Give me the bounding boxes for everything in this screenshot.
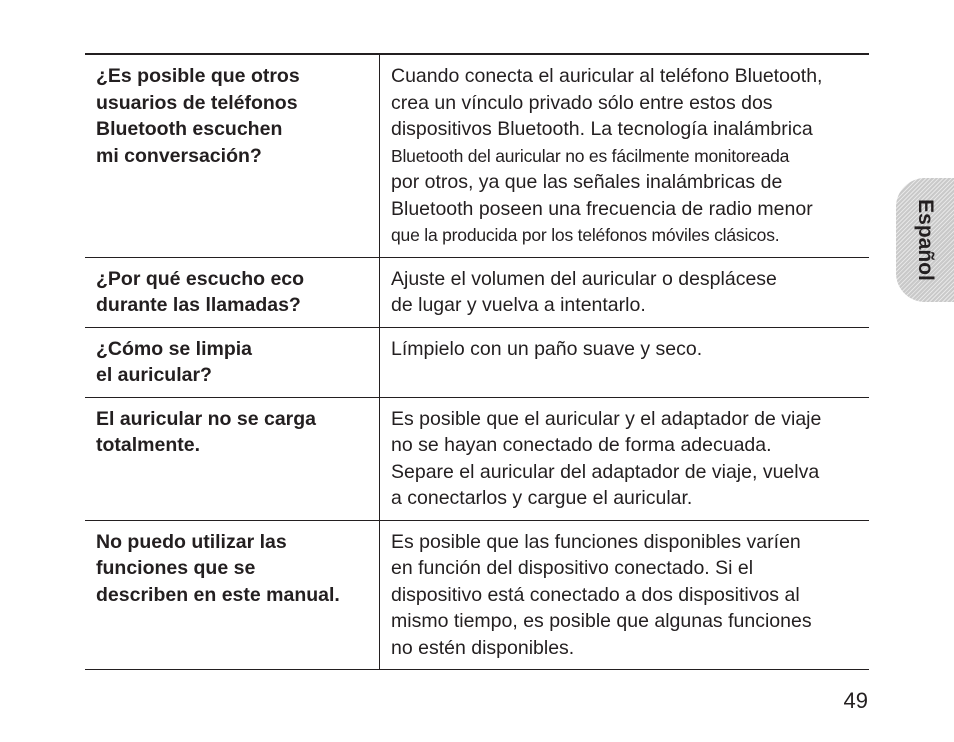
answer-line: Ajuste el volumen del auricular o desplácese: [391, 267, 777, 290]
faq-answer: [380, 258, 869, 327]
answer-line: Bluetooth del auricular no es fácilmente monitoreada: [391, 145, 790, 166]
faq-answer: [380, 328, 869, 397]
faq-row: [85, 328, 869, 398]
question-line: Bluetooth escuchen: [96, 118, 283, 140]
faq-answer: [380, 521, 869, 670]
answer-line: Límpielo con un paño suave y seco.: [391, 337, 703, 360]
faq-answer: [380, 398, 869, 520]
question-line: ¿Por qué escucho eco: [96, 267, 305, 290]
answer-line: a conectarlos y cargue el auricular.: [391, 487, 693, 509]
answer-line: que la producida por los teléfonos móviles clásicos.: [391, 225, 780, 245]
faq-question: [85, 55, 380, 257]
faq-row: [85, 55, 869, 258]
faq-question: [85, 521, 380, 670]
faq-question: [85, 328, 380, 397]
answer-line: Es posible que el auricular y el adaptador de viaje: [391, 407, 822, 430]
question-line: El auricular no se carga: [96, 407, 317, 430]
answer-line: dispositivo está conectado a dos dispositivos al: [391, 583, 800, 606]
question-line: describen en este manual.: [96, 583, 340, 606]
answer-line: Separe el auricular del adaptador de viaje, vuelva: [391, 460, 820, 483]
answer-line: Bluetooth poseen una frecuencia de radio menor: [391, 197, 813, 220]
question-line: ¿Es posible que otros: [96, 65, 300, 87]
answer-line: no estén disponibles.: [391, 636, 575, 659]
faq-row: [85, 521, 869, 671]
question-line: usuarios de teléfonos: [96, 91, 298, 114]
faq-row: [85, 258, 869, 328]
question-line: totalmente.: [96, 434, 201, 456]
question-line: mi conversación?: [96, 144, 262, 167]
answer-line: de lugar y vuelva a intentarlo.: [391, 294, 646, 316]
answer-line: crea un vínculo privado sólo entre estos dos: [391, 91, 773, 114]
faq-question: [85, 398, 380, 520]
answer-line: dispositivos Bluetooth. La tecnología inalámbrica: [391, 118, 813, 140]
faq-row: [85, 398, 869, 521]
answer-line: por otros, ya que las señales inalámbricas de: [391, 171, 783, 193]
question-line: el auricular?: [96, 364, 212, 386]
question-line: durante las llamadas?: [96, 294, 301, 316]
faq-table: [85, 53, 869, 670]
faq-question: [85, 258, 380, 327]
answer-line: mismo tiempo, es posible que algunas funciones: [391, 610, 812, 632]
answer-line: en función del dispositivo conectado. Si el: [391, 557, 754, 579]
answer-line: no se hayan conectado de forma adecuada.: [391, 434, 772, 456]
question-line: ¿Cómo se limpia: [96, 337, 253, 360]
answer-line: Cuando conecta el auricular al teléfono Bluetooth,: [391, 65, 823, 87]
faq-answer: [380, 55, 869, 257]
question-line: No puedo utilizar las: [96, 530, 287, 553]
answer-line: Es posible que las funciones disponibles varíen: [391, 530, 801, 553]
question-line: funciones que se: [96, 557, 256, 579]
language-tab-label: Español: [914, 199, 937, 281]
page-number: 49: [843, 688, 868, 713]
